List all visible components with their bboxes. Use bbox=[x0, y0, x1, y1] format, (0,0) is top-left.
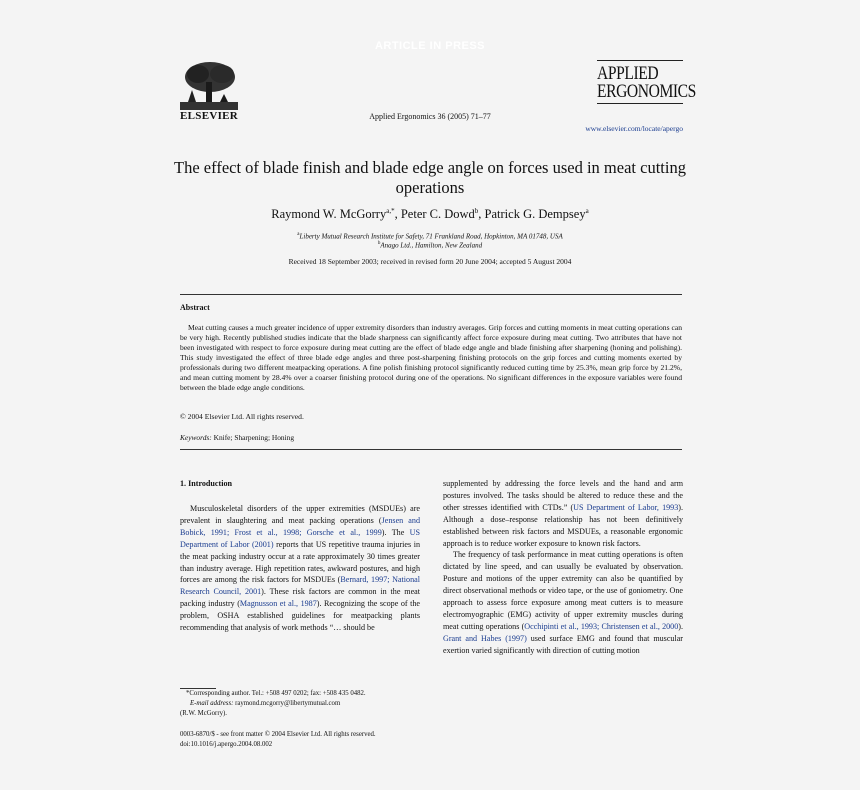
author-list: Raymond W. McGorry$^{a,*}$, Peter C. Dowd$^b$, Patrick G. Dempsey$^a$ bbox=[271, 207, 589, 222]
keywords bbox=[180, 433, 294, 442]
article-title: The effect of blade finish and blade edge angle on forces used in meat cutting operations bbox=[174, 158, 686, 197]
elsevier-tree-logo-icon bbox=[180, 60, 238, 110]
author-affil-mark: a,* bbox=[386, 207, 395, 215]
citation-link[interactable]: Magnusson et al., 1987 bbox=[239, 599, 317, 609]
author-name: Patrick G. Dempsey bbox=[484, 207, 586, 222]
divider bbox=[180, 294, 682, 295]
bottom-metadata bbox=[180, 730, 376, 750]
affiliation: $^b$Anago Ltd., Hamilton, New Zealand bbox=[377, 241, 483, 250]
divider bbox=[180, 449, 682, 450]
section-heading: 1. Introduction bbox=[180, 479, 233, 488]
journal-logo bbox=[597, 60, 696, 104]
affiliation: $^a$Liberty Mutual Research Institute for Safety, 71 Frankland Road, Hopkinton, MA 01748, USA bbox=[297, 232, 563, 241]
keywords-label: Keywords: bbox=[180, 433, 212, 442]
keywords-list: Knife; Sharpening; Honing bbox=[213, 433, 295, 442]
citation-link[interactable]: Occhipinti et al., 1993; Christensen et al., 2000 bbox=[524, 621, 679, 631]
received-dates: Received 18 September 2003; received in revised form 20 June 2004; accepted 5 August 2004 bbox=[288, 257, 572, 266]
citation-link[interactable]: Bernard, 1997; National Research Council, 2001 bbox=[180, 575, 420, 597]
issn-line: 0003-6870/$ - see front matter © 2004 Elsevier Ltd. All rights reserved. bbox=[180, 731, 376, 738]
author-name: Peter C. Dowd bbox=[400, 207, 475, 222]
footnote-name: (R.W. McGorry). bbox=[180, 710, 227, 717]
paragraph: supplemented by addressing the force levels and the hand and arm postures involved. The tasks should be altered to reduce these and the other stresses identified with CTDs.” (US Department of Labor, 1993). Although a dose–response relationship has not been definitively established between risk factors and MSDUEs, a reasonable ergonomic approach is to reduce worker exposure to known risk factors. bbox=[443, 479, 683, 548]
paragraph: The frequency of task performance in meat cutting operations is often dictated by line speed, and can usually be evaluated by observation. Posture and motions of the upper extremity can also be quantified by direct observational methods or video tape, or the use of goniometry. One approach to assess force exposure among meat cutters is to measure electromyographic (EMG) activity of upper extremity muscles during meat cutting operations (Occhipinti et al., 1993; Christensen et al., 2000). Grant and Habes (1997) used surface EMG and found that muscular exertion varied significantly with direction of cutting motion bbox=[443, 550, 683, 655]
author-affil-mark: b bbox=[474, 207, 479, 215]
footnote-corresponding: *Corresponding author. Tel.: +508 497 0202; fax: +508 435 0482. bbox=[186, 690, 366, 697]
email-link[interactable]: raymond.mcgorry@libertymutual.com bbox=[235, 700, 341, 707]
citation-link[interactable]: US Department of Labor (2001) bbox=[180, 527, 420, 549]
citation-link[interactable]: US Department of Labor, 1993 bbox=[573, 502, 679, 512]
abstract-text: Meat cutting causes a much greater incidence of upper extremity disorders than industry averages. Grip forces and cutting moments in meat cutting operations can be very high. Recently published studies indicate that the blade sharpness can significantly affect force exposure during meat cutting. Two attributes that have not been investigated with respect to force exposure during meat cutting are the effect of blade edge angle and blade finishing after sharpening (honing and polishing). This study investigated the effect of three blade edge angles and three post-sharpening finishing protocols on the grip forces and cutting moments exerted by professionals during two different meatpacking operations. A fine polish finishing protocol significantly reduced cutting time by 25.3%, mean grip force by 21.2%, and mean cutting moment by 28.4% over a coarser finishing protocol during one of the operations. No significant differences in the exposure variables were found between the blade edge angle conditions. bbox=[180, 323, 682, 392]
author-affil-mark: a bbox=[585, 207, 589, 215]
citation-link[interactable]: Jensen and Bobick, 1991; Frost et al., 1998; Gorsche et al., 1999 bbox=[180, 515, 420, 537]
body-column-right bbox=[443, 478, 683, 657]
doi-line: doi:10.1016/j.apergo.2004.08.002 bbox=[180, 741, 273, 748]
body-column-left: Musculoskeletal disorders of the upper extremities (MSDUEs) are prevalent in slaughtering and meat packing operations (Jensen and Bobick, 1991; Frost et al., 1998; Gorsche et al., 1999). The US Department of Labor (2001) reports that US repetitive trauma injuries in the meat packing industry occur at a rate approximately 30 times greater than industry average. High repetition rates, awkward postures, and high forces are among the risk factors for MSDUEs (Bernard, 1997; National Research Council, 2001). These risk factors are common in the meat packing industry (Magnusson et al., 1987). Recognizing the scope of the problem, OSHA established guidelines for meatpacking plants recommending that analysis of work methods “… should be bbox=[180, 504, 420, 633]
journal-citation: Applied Ergonomics 36 (2005) 71–77 bbox=[369, 112, 491, 121]
article-in-press-watermark: ARTICLE IN PRESS bbox=[374, 40, 486, 52]
journal-url-link[interactable]: www.elsevier.com/locate/apergo bbox=[585, 124, 683, 133]
abstract-heading: Abstract bbox=[180, 303, 210, 312]
citation-link[interactable]: Grant and Habes (1997) bbox=[443, 633, 527, 643]
journal-logo-line2: ERGONOMICS bbox=[597, 81, 696, 102]
author-name: Raymond W. McGorry bbox=[271, 207, 387, 222]
journal-logo-line1: APPLIED bbox=[597, 63, 659, 84]
abstract-copyright: © 2004 Elsevier Ltd. All rights reserved. bbox=[180, 412, 304, 421]
publisher-name: ELSEVIER bbox=[180, 110, 239, 122]
footnote-email: E-mail address: raymond.mcgorry@libertymutual.com bbox=[190, 700, 341, 707]
